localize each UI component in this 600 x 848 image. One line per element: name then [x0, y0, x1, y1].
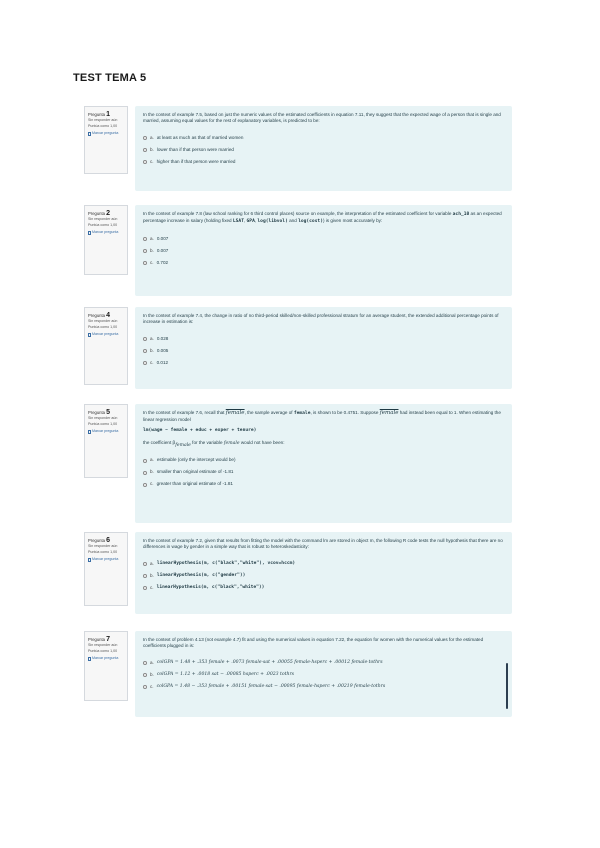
- scrollbar[interactable]: [506, 663, 508, 709]
- radio-button-icon[interactable]: [143, 160, 147, 164]
- question-status: Sin responder aún: [88, 217, 118, 221]
- question-status: Sin responder aún: [88, 643, 118, 647]
- radio-button-icon[interactable]: [143, 237, 147, 241]
- question-text: In the context of example 7.2, given that results from fitting the model with the command lm are stored in object m, the following R code tests the null hypothesis that there are no differences in wage by gender in a simple way that is robust to heteroskedasticity:: [143, 538, 503, 550]
- flag-icon: [88, 333, 91, 337]
- question-score: Puntúa como 1,00: [88, 325, 118, 329]
- answer-option[interactable]: a. estimable (only the intercept would be): [143, 455, 504, 467]
- answer-option[interactable]: a. 0.028: [143, 333, 504, 345]
- question-info: Pregunta 5 Sin responder aún Puntúa como 1,00 Marcar pregunta: [84, 404, 128, 478]
- question-number: 5: [106, 409, 111, 416]
- radio-button-icon[interactable]: [143, 261, 147, 265]
- flag-icon: [88, 132, 91, 136]
- radio-button-icon[interactable]: [143, 337, 147, 341]
- flag-question-link[interactable]: Marcar pregunta: [88, 656, 124, 661]
- answer-option[interactable]: c. 0.012: [143, 357, 504, 369]
- question-score: Puntúa como 1,00: [88, 649, 118, 653]
- question-number: 4: [106, 312, 111, 319]
- question-info: Pregunta 1 Sin responder aún Puntúa como 1,00 Marcar pregunta: [84, 106, 128, 174]
- coefficient-text: the coefficient $\beta_{female}$ for the variable female would not have been:: [143, 440, 285, 449]
- answer-option[interactable]: a. colGPA = 1.48 + .353 female + .0073 female·sat + .00055 female·hsperc + .00012 female·tothrs: [143, 657, 504, 669]
- question-content: [135, 404, 512, 523]
- answer-option[interactable]: c. higher than if that person were married: [143, 156, 504, 168]
- answer-option[interactable]: b. 0.005: [143, 345, 504, 357]
- question-status: Sin responder aún: [88, 416, 118, 420]
- page-title: TEST TEMA 5: [73, 72, 147, 84]
- flag-question-link[interactable]: Marcar pregunta: [88, 557, 124, 562]
- radio-button-icon[interactable]: [143, 483, 147, 487]
- question-status: Sin responder aún: [88, 544, 118, 548]
- question-text: In the context of problem 4.13 (not example 4.7) fit and using the numerical values in equation 7.22, the equation for women with the numerical values for the estimated coefficients plugged in is:: [143, 637, 484, 649]
- flag-icon: [88, 558, 91, 562]
- flag-question-link[interactable]: Marcar pregunta: [88, 131, 124, 136]
- question-score: Puntúa como 1,00: [88, 124, 118, 128]
- flag-question-link[interactable]: Marcar pregunta: [88, 332, 124, 337]
- question-info: Pregunta 4 Sin responder aún Puntúa como 1,00 Marcar pregunta: [84, 307, 128, 385]
- radio-button-icon[interactable]: [143, 349, 147, 353]
- question-status: Sin responder aún: [88, 118, 118, 122]
- radio-button-icon[interactable]: [143, 586, 147, 590]
- question-number: 2: [106, 210, 111, 217]
- answer-option[interactable]: c. greater than original estimate of -1.81: [143, 479, 504, 491]
- question-number: 1: [106, 111, 111, 118]
- answer-option[interactable]: c. linearHypothesis(m, c("black","white")): [143, 582, 504, 594]
- radio-button-icon[interactable]: [143, 136, 147, 140]
- radio-button-icon[interactable]: [143, 685, 147, 689]
- question-score: Puntúa como 1,00: [88, 422, 118, 426]
- radio-button-icon[interactable]: [143, 148, 147, 152]
- question-content: [135, 205, 512, 296]
- question-text: In the context of example 7.6, recall that female, the sample average of female, is shown to be 0.4751. Suppose female had instead been equal to 1. When estimating the linear regression model: [143, 410, 501, 423]
- answer-option[interactable]: b. lower than if that person were married: [143, 144, 504, 156]
- question-score: Puntúa como 1,00: [88, 223, 118, 227]
- question-info: Pregunta 6 Sin responder aún Puntúa como 1,00 Marcar pregunta: [84, 532, 128, 606]
- question-content: [135, 106, 512, 191]
- question-info: Pregunta 7 Sin responder aún Puntúa como 1,00 Marcar pregunta: [84, 631, 128, 701]
- question-score: Puntúa como 1,00: [88, 550, 118, 554]
- radio-button-icon[interactable]: [143, 459, 147, 463]
- answer-option[interactable]: b. 0.007: [143, 245, 504, 257]
- flag-icon: [88, 657, 91, 661]
- question-content: [135, 307, 512, 389]
- answer-option[interactable]: b. linearHypothesis(m, c("gender")): [143, 570, 504, 582]
- radio-button-icon[interactable]: [143, 249, 147, 253]
- answer-option[interactable]: b. smaller than original estimate of -1.81: [143, 467, 504, 479]
- answer-option[interactable]: a. linearHypothesis(m, c("black","white"), vcov=hccm): [143, 558, 504, 570]
- question-number: 6: [106, 537, 111, 544]
- answer-option[interactable]: c. 0.702: [143, 257, 504, 269]
- question-text: In the context of example 7.5, based on just the numeric values of the estimated coefficients in equation 7.11, they suggest that the expected wage of a person that is single and married, assuming equal values for the rest of explanatory variables, is predicted to be:: [143, 112, 501, 124]
- radio-button-icon[interactable]: [143, 361, 147, 365]
- question-text: In the context of example 7.8 (law school ranking for 6 third control places) source on example, the interpretation of the estimated coefficient for variable ach_10 as an expected percentage increase in salary (holding fixed LSAT, GPA, log(libvol) and log(cost)) is given most accurately by:: [143, 211, 502, 225]
- flag-question-link[interactable]: Marcar pregunta: [88, 429, 124, 434]
- radio-button-icon[interactable]: [143, 661, 147, 665]
- flag-question-link[interactable]: Marcar pregunta: [88, 230, 124, 235]
- flag-icon: [88, 231, 91, 235]
- question-status: Sin responder aún: [88, 319, 118, 323]
- regression-code: lm(wage ~ female + educ + exper + tenure): [143, 427, 257, 433]
- answer-option[interactable]: a. 0.007: [143, 233, 504, 245]
- answer-option[interactable]: a. at least as much as that of married women: [143, 132, 504, 144]
- radio-button-icon[interactable]: [143, 562, 147, 566]
- flag-icon: [88, 430, 91, 434]
- answer-option[interactable]: c. colGPA = 1.48 − .353 female + .00151 female·sat − .00095 female·hsperc + .00219 female·tothrs: [143, 681, 504, 693]
- question-content: [135, 532, 512, 614]
- question-text: In the context of example 7.4, the change in ratio of no third-period skilled/non-skilled professional stratum for an average student, the extended additional percentage points of increase in estimation is:: [143, 313, 499, 325]
- radio-button-icon[interactable]: [143, 673, 147, 677]
- question-number: 7: [106, 636, 111, 643]
- question-content: [135, 631, 512, 717]
- answer-option[interactable]: b. colGPA = 1.12 + .0018 sat − .00085 hsperc + .0023 tothrs: [143, 669, 504, 681]
- question-info: Pregunta 2 Sin responder aún Puntúa como 1,00 Marcar pregunta: [84, 205, 128, 275]
- radio-button-icon[interactable]: [143, 471, 147, 475]
- radio-button-icon[interactable]: [143, 574, 147, 578]
